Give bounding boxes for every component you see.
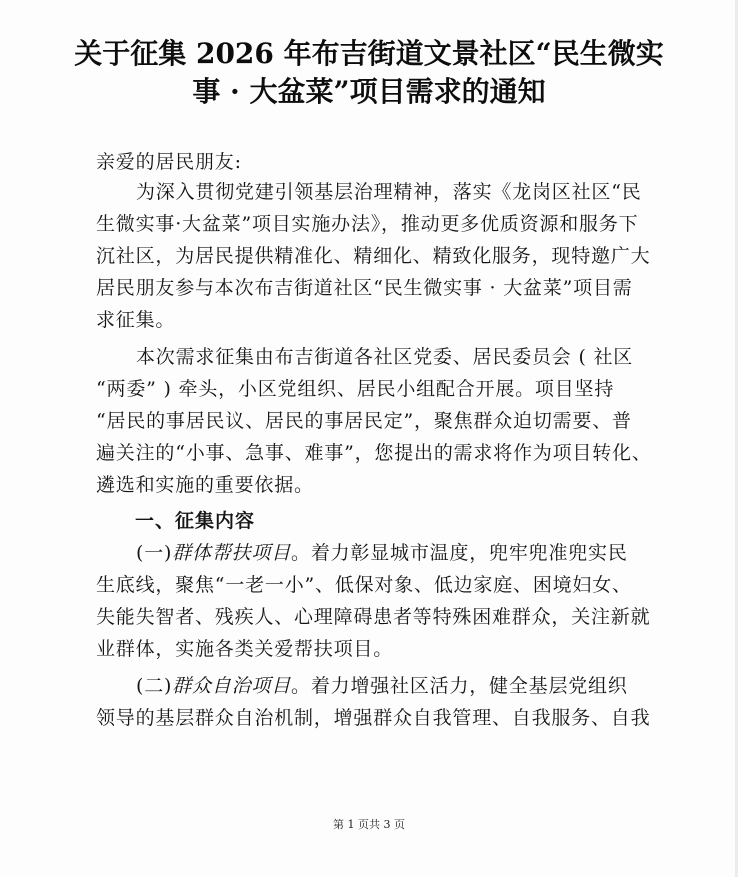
paragraph-2-line-1: 本次需求征集由布吉街道各社区党委、居民委员会 ( 社区	[136, 346, 634, 368]
paragraph-2-line-5: 遴选和实施的重要依据。	[96, 474, 314, 496]
item-1-line-2: 生底线，聚焦“一老一小”、低保对象、低边家庭、困境妇女、	[96, 574, 632, 596]
paragraph-1-line-1: 为深入贯彻党建引领基层治理精神，落实《龙岗区社区“民	[136, 181, 642, 203]
salutation: 亲爱的居民朋友:	[96, 151, 242, 173]
item-1-line-3: 失能失智者、残疾人、心理障碍患者等特殊困难群众，关注新就	[96, 606, 651, 628]
paragraph-1-line-2: 生微实事·大盆菜”项目实施办法》，推动更多优质资源和服务下	[96, 213, 639, 235]
section-heading: 一、征集内容	[135, 510, 256, 532]
paragraph-2-line-3: “居民的事居民议、居民的事居民定”，聚焦群众迫切需要、普	[96, 410, 632, 432]
page-footer: 第 1 页共 3 页	[333, 818, 405, 831]
item-2-first-line	[136, 674, 628, 698]
item-1-label: (一)	[136, 542, 173, 564]
item-2-name: 群众自治项目	[172, 675, 292, 697]
paragraph-2-line-4: 遍关注的“小事、急事、难事”，您提出的需求将作为项目转化、	[96, 442, 652, 464]
document-title-line-1: 关于征集 2026 年布吉街道文景社区“民生微实	[74, 37, 664, 70]
paragraph-1-line-3: 沉社区，为居民提供精准化、精细化、精致化服务，现特邀广大	[96, 245, 651, 267]
item-1-first-rest: 。着力彰显城市温度，兜牢兜准兜实民	[291, 542, 628, 564]
paragraph-1-line-4: 居民朋友参与本次布吉街道社区“民生微实事 · 大盆菜”项目需	[96, 277, 633, 299]
item-2-first-rest: 。着力增强社区活力，健全基层党组织	[291, 675, 628, 697]
item-1-name: 群体帮扶项目	[172, 542, 292, 564]
paragraph-2-line-2: “两委” ) 牵头，小区党组织、居民小组配合开展。项目坚持	[96, 378, 615, 400]
item-1-first-line	[136, 541, 628, 565]
paragraph-1-line-5: 求征集。	[96, 309, 176, 331]
document-title-line-2: 事 · 大盆菜”项目需求的通知	[192, 75, 546, 108]
item-2-line-2: 领导的基层群众自治机制，增强群众自我管理、自我服务、自我	[96, 707, 651, 729]
item-1-line-4: 业群体，实施各类关爱帮扶项目。	[96, 638, 394, 660]
item-2-label: (二)	[136, 675, 173, 697]
